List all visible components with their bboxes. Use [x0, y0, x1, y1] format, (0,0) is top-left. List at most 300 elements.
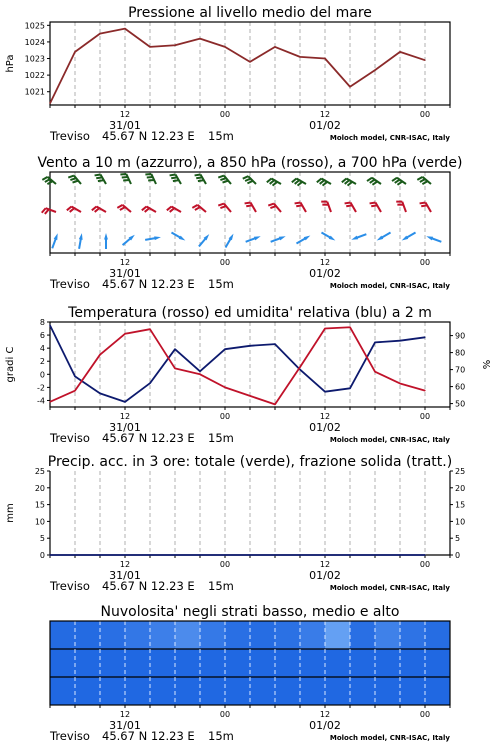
arrow-10m-shaft [226, 238, 232, 248]
x-tick-label: 12 [119, 560, 131, 569]
arrow-10m [226, 234, 234, 248]
y-tick-label: -4 [37, 396, 45, 406]
y2-tick-label: 50 [455, 399, 466, 409]
barb-850hpa-feather [67, 207, 72, 211]
barb-700hpa [120, 174, 131, 184]
barb-700hpa [317, 179, 331, 186]
cloud-cell [75, 621, 101, 650]
barb-850hpa-feather [246, 205, 252, 206]
barb-850hpa-feather [218, 204, 224, 206]
barb-850hpa-shaft [426, 202, 432, 212]
x-tick-label: 12 [319, 110, 331, 119]
barb-700hpa-feather [68, 176, 74, 178]
barb-850hpa-feather [120, 207, 125, 210]
barb-850hpa-feather [345, 202, 351, 203]
y-axis-label: mm [5, 503, 16, 523]
barb-700hpa-feather [342, 179, 347, 183]
x-tick-label: 00 [219, 710, 231, 719]
y2-tick-label: 70 [455, 365, 466, 375]
barb-850hpa [42, 208, 56, 214]
barb-700hpa [392, 178, 406, 185]
arrow-10m-head [79, 233, 83, 240]
humidity-series-point [324, 391, 325, 392]
cloud-cell [375, 677, 401, 706]
pressure-series-point [249, 61, 250, 62]
barb-850hpa-feather [167, 207, 172, 211]
y-tick-label: 15 [34, 500, 45, 510]
pressure-series-point [349, 86, 350, 87]
humidity-series-point [174, 349, 175, 350]
temperature-series-point [224, 387, 225, 388]
pressure-series-point [299, 56, 300, 57]
y-tick-label: 4 [39, 344, 45, 354]
cloud-cell [225, 677, 251, 706]
location-name: Treviso [50, 729, 90, 743]
cloud-cell [425, 649, 451, 678]
cloud-cell [325, 677, 351, 706]
pressure-series-point [174, 45, 175, 46]
temperature-series-point [174, 368, 175, 369]
cloud-cell [300, 621, 326, 650]
location-elevation: 15m [208, 729, 234, 743]
barb-850hpa [142, 207, 156, 213]
cloud-cell [200, 677, 226, 706]
barb-850hpa-feather [170, 208, 175, 212]
arrow-10m [402, 233, 416, 241]
arrow-10m [145, 236, 161, 240]
panel-title-wind: Vento a 10 m (azzurro), a 850 hPa (rosso), a 700 hPa (verde) [37, 155, 463, 171]
temperature-series-point [249, 395, 250, 396]
barb-700hpa [367, 178, 381, 185]
barb-700hpa-feather [95, 174, 101, 175]
cloud-cell [425, 621, 451, 650]
humidity-series-point [199, 371, 200, 372]
temperature-series-point [399, 383, 400, 384]
precip-total-series-point [199, 554, 200, 555]
cloud-cell [250, 677, 276, 706]
cloud-cell [225, 621, 251, 650]
temperature-series-point [324, 328, 325, 329]
barb-850hpa-feather [42, 208, 46, 213]
barb-850hpa-feather [95, 208, 100, 212]
cloud-cell [350, 649, 376, 678]
barb-850hpa-feather [296, 205, 302, 206]
arrow-10m-shaft [171, 233, 181, 239]
barb-850hpa-shaft [402, 202, 406, 212]
model-credit: Moloch model, CNR-ISAC, Italy [329, 436, 450, 444]
y2-tick-label: 20 [455, 483, 466, 493]
temperature-series-point [424, 390, 425, 391]
arrow-10m [351, 234, 366, 239]
barb-850hpa-feather [192, 205, 197, 208]
barb-700hpa-feather [392, 178, 397, 181]
arrow-10m-shaft [79, 238, 81, 249]
arrow-10m [426, 236, 441, 241]
arrow-10m-head [104, 233, 108, 240]
pressure-series-point [399, 51, 400, 52]
barb-850hpa-shaft [301, 202, 307, 212]
cloud-cell [150, 677, 176, 706]
precip-total-series-point [249, 554, 250, 555]
panel-wind [37, 155, 462, 291]
barb-850hpa-shaft [327, 202, 331, 212]
y-tick-label: 8 [39, 318, 45, 327]
precip-total-series-point [49, 554, 50, 555]
pressure-series-point [149, 46, 150, 47]
arrow-10m-shaft [145, 238, 156, 240]
barb-700hpa-feather [395, 180, 400, 183]
x-tick-label: 12 [119, 110, 131, 119]
barb-700hpa-feather [42, 177, 47, 180]
cloud-cell [300, 649, 326, 678]
arrow-10m [123, 235, 135, 245]
humidity-series-point [374, 342, 375, 343]
pressure-series-point [224, 46, 225, 47]
barb-700hpa-shaft [176, 174, 182, 184]
precip-total-series-point [424, 554, 425, 555]
panel-temp_rh [5, 305, 493, 445]
humidity-series-point [224, 349, 225, 350]
barb-850hpa [167, 207, 181, 213]
barb-700hpa-shaft [201, 174, 207, 184]
barb-700hpa-feather [317, 179, 322, 183]
y-axis-label: gradi C [5, 346, 16, 383]
cloud-cell [400, 621, 426, 650]
date-label: 01/02 [309, 569, 341, 582]
cloud-cell [350, 621, 376, 650]
y-tick-label: 25 [34, 467, 45, 476]
barb-850hpa [321, 202, 331, 212]
temperature-series [50, 327, 425, 404]
location-elevation: 15m [208, 277, 234, 291]
humidity-series-point [424, 337, 425, 338]
barb-850hpa-feather [371, 205, 377, 206]
barb-850hpa-feather [346, 205, 352, 206]
barb-700hpa-feather [218, 176, 224, 178]
y2-tick-label: 80 [455, 348, 466, 358]
arrow-10m-shaft [52, 238, 56, 248]
location-elevation: 15m [208, 431, 234, 445]
temperature-series-point [124, 333, 125, 334]
location-name: Treviso [50, 129, 90, 143]
x-tick-label: 00 [419, 258, 431, 267]
y2-axis-label: % [482, 359, 493, 370]
cloud-cell [325, 621, 351, 650]
arrow-10m-shaft [271, 238, 281, 242]
arrow-10m [104, 233, 108, 249]
temperature-series-point [199, 374, 200, 375]
cloud-cell [100, 649, 126, 678]
pressure-series-point [99, 33, 100, 34]
date-label: 01/02 [309, 267, 341, 280]
date-label: 01/02 [309, 421, 341, 434]
panel-pressure [5, 5, 450, 143]
model-credit: Moloch model, CNR-ISAC, Italy [329, 134, 450, 142]
cloud-cell [425, 677, 451, 706]
arrow-10m-shaft [356, 234, 366, 238]
barb-850hpa-feather [45, 209, 49, 214]
arrow-10m-shaft [296, 238, 306, 244]
barb-700hpa-shaft [151, 174, 156, 184]
temperature-series-point [99, 354, 100, 355]
arrow-10m [296, 236, 310, 244]
pressure-series-point [424, 60, 425, 61]
barb-700hpa-feather [195, 174, 201, 175]
y-tick-label: 1024 [24, 37, 45, 47]
precip-total-series-point [374, 554, 375, 555]
arrow-10m-head [254, 236, 261, 240]
pressure-series-point [199, 38, 200, 39]
pressure-series-point [74, 51, 75, 52]
x-tick-label: 00 [419, 560, 431, 569]
barb-700hpa-feather [98, 180, 104, 181]
barb-700hpa-feather [295, 180, 300, 184]
barb-850hpa [192, 205, 206, 212]
cloud-cell [50, 649, 76, 678]
precip-total-series-point [149, 554, 150, 555]
location-name: Treviso [50, 579, 90, 593]
arrow-10m [79, 233, 83, 249]
y-axis-label: hPa [5, 54, 16, 73]
barb-700hpa-feather [367, 178, 372, 181]
temperature-series-point [74, 390, 75, 391]
temperature-series-point [149, 329, 150, 330]
arrow-10m [321, 233, 335, 241]
arrow-10m-head [54, 233, 58, 240]
cloud-cell [400, 677, 426, 706]
y-tick-label: 5 [39, 534, 45, 544]
barb-850hpa-feather [92, 207, 97, 211]
location-coords: 45.67 N 12.23 E [102, 729, 195, 743]
y2-tick-label: 5 [455, 534, 461, 544]
arrow-10m-shaft [406, 233, 416, 239]
cloud-cell [100, 677, 126, 706]
arrow-10m-head [154, 236, 161, 240]
panel-clouds [49, 604, 451, 743]
y-tick-label: 0 [39, 370, 45, 380]
precip-total-series-point [174, 554, 175, 555]
cloud-cell [175, 677, 201, 706]
arrow-10m-head [426, 236, 433, 240]
arrow-10m [246, 236, 261, 241]
y2-tick-label: 25 [455, 467, 466, 476]
x-tick-label: 00 [419, 110, 431, 119]
barb-700hpa-feather [170, 174, 176, 175]
arrow-10m [271, 236, 286, 241]
pressure-series-point [324, 58, 325, 59]
barb-700hpa-feather [267, 179, 272, 183]
temperature-series-point [374, 371, 375, 372]
cloud-cell [75, 677, 101, 706]
barb-700hpa-feather [45, 179, 50, 182]
model-credit: Moloch model, CNR-ISAC, Italy [329, 584, 450, 592]
temperature-series-point [49, 401, 50, 402]
barb-700hpa-feather [345, 180, 350, 184]
barb-700hpa-feather [247, 181, 252, 183]
y-tick-label: 20 [34, 483, 45, 493]
barb-850hpa-feather [370, 202, 376, 203]
x-tick-label: 00 [419, 412, 431, 421]
cloud-cell [375, 621, 401, 650]
humidity-series [50, 325, 425, 402]
humidity-series-point [49, 325, 50, 326]
date-label: 31/01 [109, 719, 141, 732]
barb-850hpa-shaft [251, 202, 257, 212]
barb-700hpa-feather [370, 180, 375, 183]
x-tick-label: 12 [319, 258, 331, 267]
barb-850hpa [67, 207, 81, 213]
cloud-cell [200, 621, 226, 650]
y-tick-label: 1021 [24, 87, 45, 97]
cloud-cell [75, 649, 101, 678]
humidity-series-point [74, 376, 75, 377]
precip-total-series-point [299, 554, 300, 555]
pressure-series-point [49, 103, 50, 104]
x-tick-label: 12 [119, 710, 131, 719]
barb-700hpa-shaft [101, 174, 107, 184]
precip-total-series-point [324, 554, 325, 555]
barb-700hpa-feather [96, 177, 102, 178]
x-tick-label: 00 [219, 258, 231, 267]
barb-850hpa-feather [145, 208, 150, 212]
cloud-cell [275, 649, 301, 678]
y-tick-label: 2 [39, 357, 45, 367]
temperature-series-point [274, 404, 275, 405]
x-tick-label: 12 [319, 560, 331, 569]
barb-700hpa-feather [372, 181, 377, 184]
barb-700hpa-feather [173, 180, 179, 181]
barb-700hpa [417, 177, 431, 184]
precip-total-series-point [124, 554, 125, 555]
arrow-10m [377, 233, 391, 241]
barb-700hpa-feather [196, 177, 202, 178]
date-label: 31/01 [109, 267, 141, 280]
date-label: 31/01 [109, 569, 141, 582]
barb-850hpa-feather [70, 208, 75, 212]
cloud-cell [375, 649, 401, 678]
arrow-10m-shaft [321, 233, 331, 239]
date-label: 01/02 [309, 719, 341, 732]
barb-850hpa-feather [295, 202, 301, 203]
barb-700hpa-feather [292, 179, 297, 183]
x-tick-label: 12 [319, 710, 331, 719]
barb-850hpa-feather [245, 202, 251, 203]
precip-total-series-point [99, 554, 100, 555]
barb-700hpa-feather [417, 177, 422, 180]
cloud-cell [150, 621, 176, 650]
location-name: Treviso [50, 277, 90, 291]
precip-total-series-point [274, 554, 275, 555]
y2-tick-label: 15 [455, 500, 466, 510]
barb-700hpa [243, 176, 256, 184]
barb-700hpa [292, 179, 306, 186]
pressure-series-point [124, 28, 125, 29]
x-tick-label: 00 [219, 110, 231, 119]
barb-700hpa-feather [47, 181, 52, 184]
barb-700hpa [342, 179, 356, 186]
location-elevation: 15m [208, 129, 234, 143]
cloud-cell [125, 677, 151, 706]
humidity-series-point [274, 344, 275, 345]
cloud-cell [150, 649, 176, 678]
cloud-cell [125, 621, 151, 650]
location-name: Treviso [50, 431, 90, 445]
pressure-series-point [274, 46, 275, 47]
barb-850hpa-shaft [351, 202, 357, 212]
location-coords: 45.67 N 12.23 E [102, 129, 195, 143]
barb-850hpa [117, 205, 131, 212]
arrow-10m-head [279, 236, 286, 240]
cloud-cell [175, 621, 201, 650]
y2-tick-label: 0 [455, 551, 461, 560]
cloud-cell [225, 649, 251, 678]
cloud-cell [100, 621, 126, 650]
humidity-series-point [399, 340, 400, 341]
barb-850hpa-shaft [376, 202, 382, 212]
cloud-cell [250, 621, 276, 650]
model-credit: Moloch model, CNR-ISAC, Italy [329, 282, 450, 290]
location-coords: 45.67 N 12.23 E [102, 579, 195, 593]
cloud-cell [175, 649, 201, 678]
cloud-cell [350, 677, 376, 706]
barb-850hpa-feather [268, 204, 274, 206]
panel-title-pressure: Pressione al livello medio del mare [128, 5, 372, 21]
x-tick-label: 12 [119, 258, 131, 267]
arrow-10m-shaft [123, 238, 131, 245]
arrow-10m [52, 233, 57, 248]
barb-700hpa-shaft [126, 174, 131, 184]
model-credit: Moloch model, CNR-ISAC, Italy [329, 734, 450, 742]
barb-700hpa-feather [171, 177, 177, 178]
date-label: 01/02 [309, 119, 341, 132]
x-tick-label: 12 [119, 412, 131, 421]
pressure-series [50, 29, 425, 104]
panel-title-precip: Precip. acc. in 3 ore: totale (verde), frazione solida (tratt.) [47, 454, 453, 470]
arrow-10m [171, 233, 185, 241]
cloud-cell [250, 649, 276, 678]
arrow-10m-shaft [431, 238, 441, 242]
humidity-series-point [249, 345, 250, 346]
location-coords: 45.67 N 12.23 E [102, 277, 195, 291]
precip-total-series-point [74, 554, 75, 555]
barb-700hpa-feather [397, 181, 402, 184]
y-tick-label: 10 [34, 517, 45, 527]
y-tick-label: 6 [39, 331, 45, 341]
y-tick-label: -2 [37, 383, 45, 393]
humidity-series-point [349, 388, 350, 389]
location-coords: 45.67 N 12.23 E [102, 431, 195, 445]
x-tick-label: 00 [219, 560, 231, 569]
panel-title-temp_rh: Temperatura (rosso) ed umidita' relativa (blu) a 2 m [68, 305, 432, 321]
cloud-cell [275, 621, 301, 650]
barb-850hpa-feather [420, 202, 426, 203]
cloud-cell [125, 649, 151, 678]
barb-700hpa-feather [270, 180, 275, 184]
barb-700hpa-feather [198, 180, 204, 181]
cloud-cell [50, 621, 76, 650]
barb-850hpa [396, 202, 406, 212]
barb-700hpa [145, 174, 156, 184]
barb-700hpa-feather [243, 176, 248, 178]
temperature-series-point [299, 367, 300, 368]
y-tick-label: 0 [39, 551, 45, 560]
arrow-10m-shaft [246, 238, 256, 242]
cloud-cell [300, 677, 326, 706]
humidity-series-point [124, 401, 125, 402]
panel-precip [5, 454, 465, 593]
panel-title-clouds: Nuvolosita' negli strati basso, medio e alto [100, 604, 400, 620]
cloud-cell [200, 649, 226, 678]
